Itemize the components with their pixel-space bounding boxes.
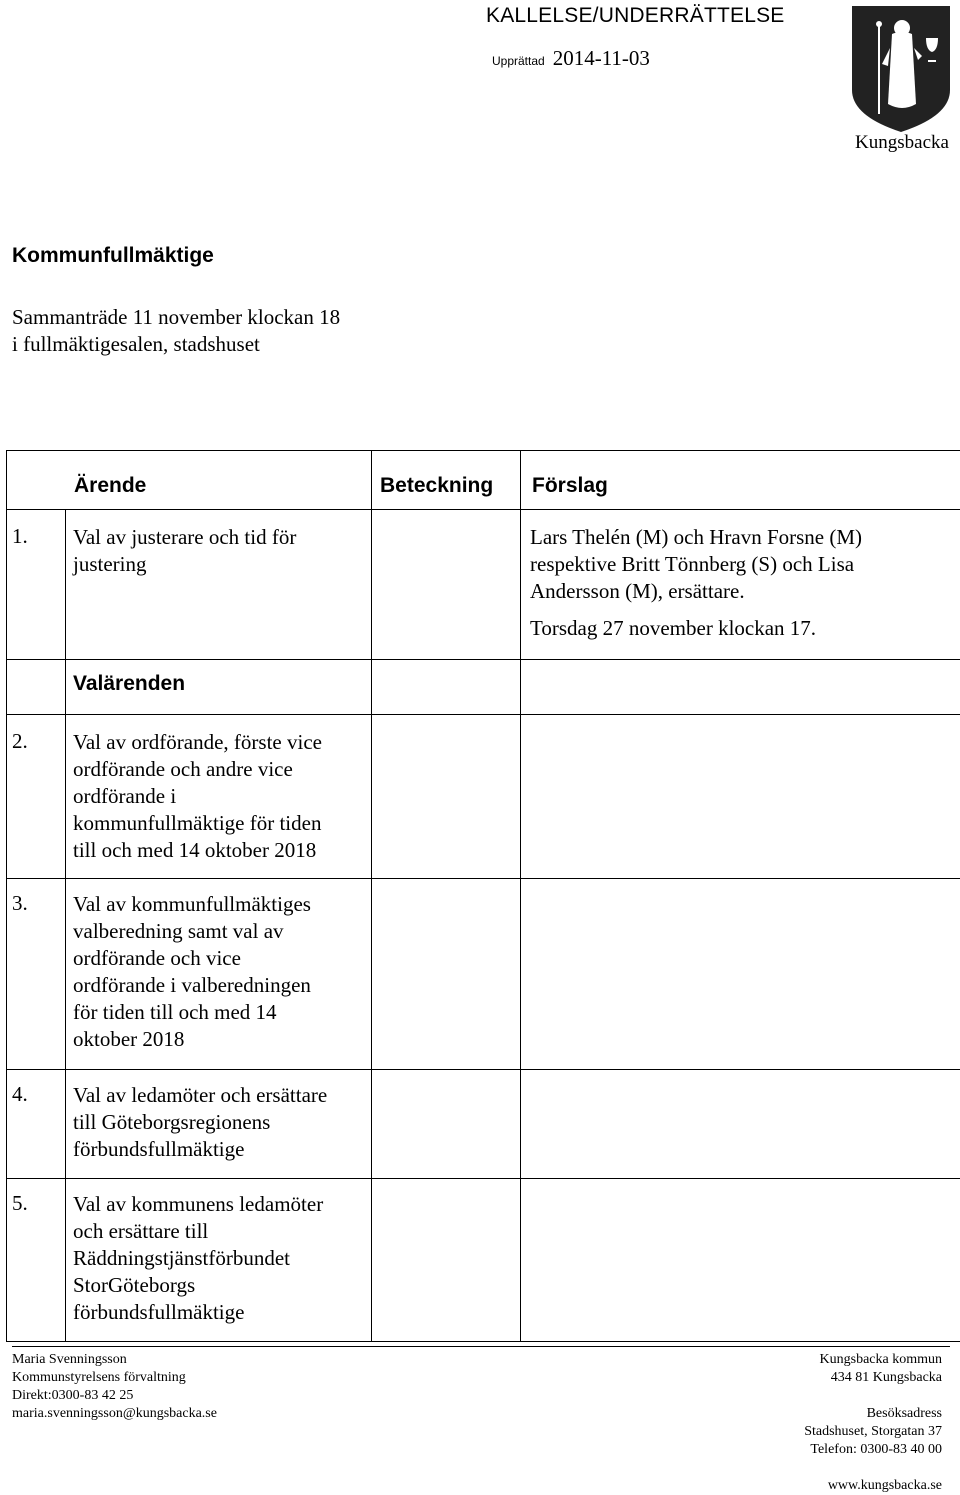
item-number: 3.: [12, 891, 28, 915]
item-subject: [73, 524, 368, 578]
org-postal-address: 434 81 Kungsbacka: [830, 1370, 942, 1385]
item-subject-line: Val av ledamöter och ersättare: [73, 1083, 328, 1107]
item-proposal-date: Torsdag 27 november klockan 17.: [530, 616, 817, 640]
table-divider-number: [65, 509, 66, 1342]
column-header-subject: Ärende: [74, 474, 147, 497]
document-type: KALLELSE/UNDERRÄTTELSE: [486, 4, 785, 27]
item-subject-line: till Göteborgsregionens: [73, 1110, 271, 1134]
row-rule-2: [6, 878, 960, 879]
item-subject: [73, 729, 368, 864]
org-visit-label: Besöksadress: [866, 1406, 942, 1421]
item-number: 2.: [12, 729, 28, 753]
item-subject-line: Val av kommunens ledamöter: [73, 1192, 324, 1216]
table-border-left: [6, 450, 7, 1342]
item-number: 4.: [12, 1082, 28, 1106]
table-border-bottom: [6, 1341, 960, 1342]
table-border-top: [6, 450, 960, 451]
item-subject-line: ordförande och andre vice: [73, 757, 293, 781]
footer-rule: [12, 1346, 950, 1347]
meeting-info: [12, 304, 340, 358]
kungsbacka-logo: [846, 4, 960, 154]
item-subject: [73, 1191, 368, 1326]
item-subject-line: oktober 2018: [73, 1027, 185, 1051]
meeting-line-2: i fullmäktigesalen, stadshuset: [12, 332, 260, 356]
item-subject-line: Val av justerare och tid för: [73, 525, 297, 549]
item-proposal-line: Andersson (M), ersättare.: [530, 579, 745, 603]
logo-text: Kungsbacka: [855, 132, 949, 153]
contact-direct-phone: Direkt:0300-83 42 25: [12, 1388, 134, 1403]
row-rule-1: [6, 659, 960, 660]
item-proposal-line: Lars Thelén (M) och Hravn Forsne (M): [530, 525, 863, 549]
contact-department: Kommunstyrelsens förvaltning: [12, 1370, 186, 1385]
table-divider-designation: [520, 450, 521, 1342]
footer-organization: [804, 1351, 942, 1495]
contact-name: Maria Svenningsson: [12, 1352, 127, 1367]
org-name: Kungsbacka kommun: [819, 1352, 942, 1367]
item-proposal: [530, 524, 955, 642]
created-line: [492, 46, 650, 71]
section-label: Valärenden: [73, 672, 186, 695]
item-subject-line: förbundsfullmäktige: [73, 1300, 245, 1324]
org-visit-address: Stadshuset, Storgatan 37: [804, 1424, 942, 1439]
footer: [0, 1351, 960, 1494]
item-subject-line: till och med 14 oktober 2018: [73, 838, 317, 862]
created-date: 2014-11-03: [552, 46, 650, 70]
item-number: 5.: [12, 1191, 28, 1215]
item-subject-line: justering: [73, 552, 147, 576]
page-title: Kommunfullmäktige: [12, 244, 214, 267]
item-subject-line: för tiden till och med 14: [73, 1000, 277, 1024]
item-subject-line: ordförande och vice: [73, 946, 241, 970]
column-header-designation: Beteckning: [380, 474, 494, 497]
row-rule-section: [6, 714, 960, 715]
item-subject-line: kommunfullmäktige för tiden: [73, 811, 322, 835]
footer-contact: [12, 1351, 217, 1423]
column-header-proposal: Förslag: [532, 474, 608, 497]
item-subject-line: och ersättare till: [73, 1219, 209, 1243]
item-subject-line: förbundsfullmäktige: [73, 1137, 245, 1161]
item-subject-line: valberedning samt val av: [73, 919, 284, 943]
item-subject-line: Val av kommunfullmäktiges: [73, 892, 311, 916]
item-subject: [73, 1082, 368, 1163]
agenda-table: [6, 450, 960, 1342]
coat-of-arms-icon: [846, 4, 960, 154]
item-subject-line: Räddningstjänstförbundet: [73, 1246, 290, 1270]
item-number: 1.: [12, 524, 28, 548]
created-label: Upprättad: [492, 54, 545, 68]
row-rule-3: [6, 1069, 960, 1070]
org-website[interactable]: www.kungsbacka.se: [827, 1478, 942, 1493]
item-subject-line: Val av ordförande, förste vice: [73, 730, 322, 754]
item-subject-line: StorGöteborgs: [73, 1273, 196, 1297]
header-rule: [6, 509, 960, 510]
item-proposal-line: respektive Britt Tönnberg (S) och Lisa: [530, 552, 855, 576]
table-divider-subject: [371, 450, 372, 1342]
contact-email[interactable]: maria.svenningsson@kungsbacka.se: [12, 1406, 217, 1421]
item-subject-line: ordförande i valberedningen: [73, 973, 311, 997]
org-phone: Telefon: 0300-83 40 00: [810, 1442, 942, 1457]
item-subject-line: ordförande i: [73, 784, 177, 808]
item-subject: [73, 891, 368, 1053]
row-rule-4: [6, 1178, 960, 1179]
meeting-line-1: Sammanträde 11 november klockan 18: [12, 305, 341, 329]
